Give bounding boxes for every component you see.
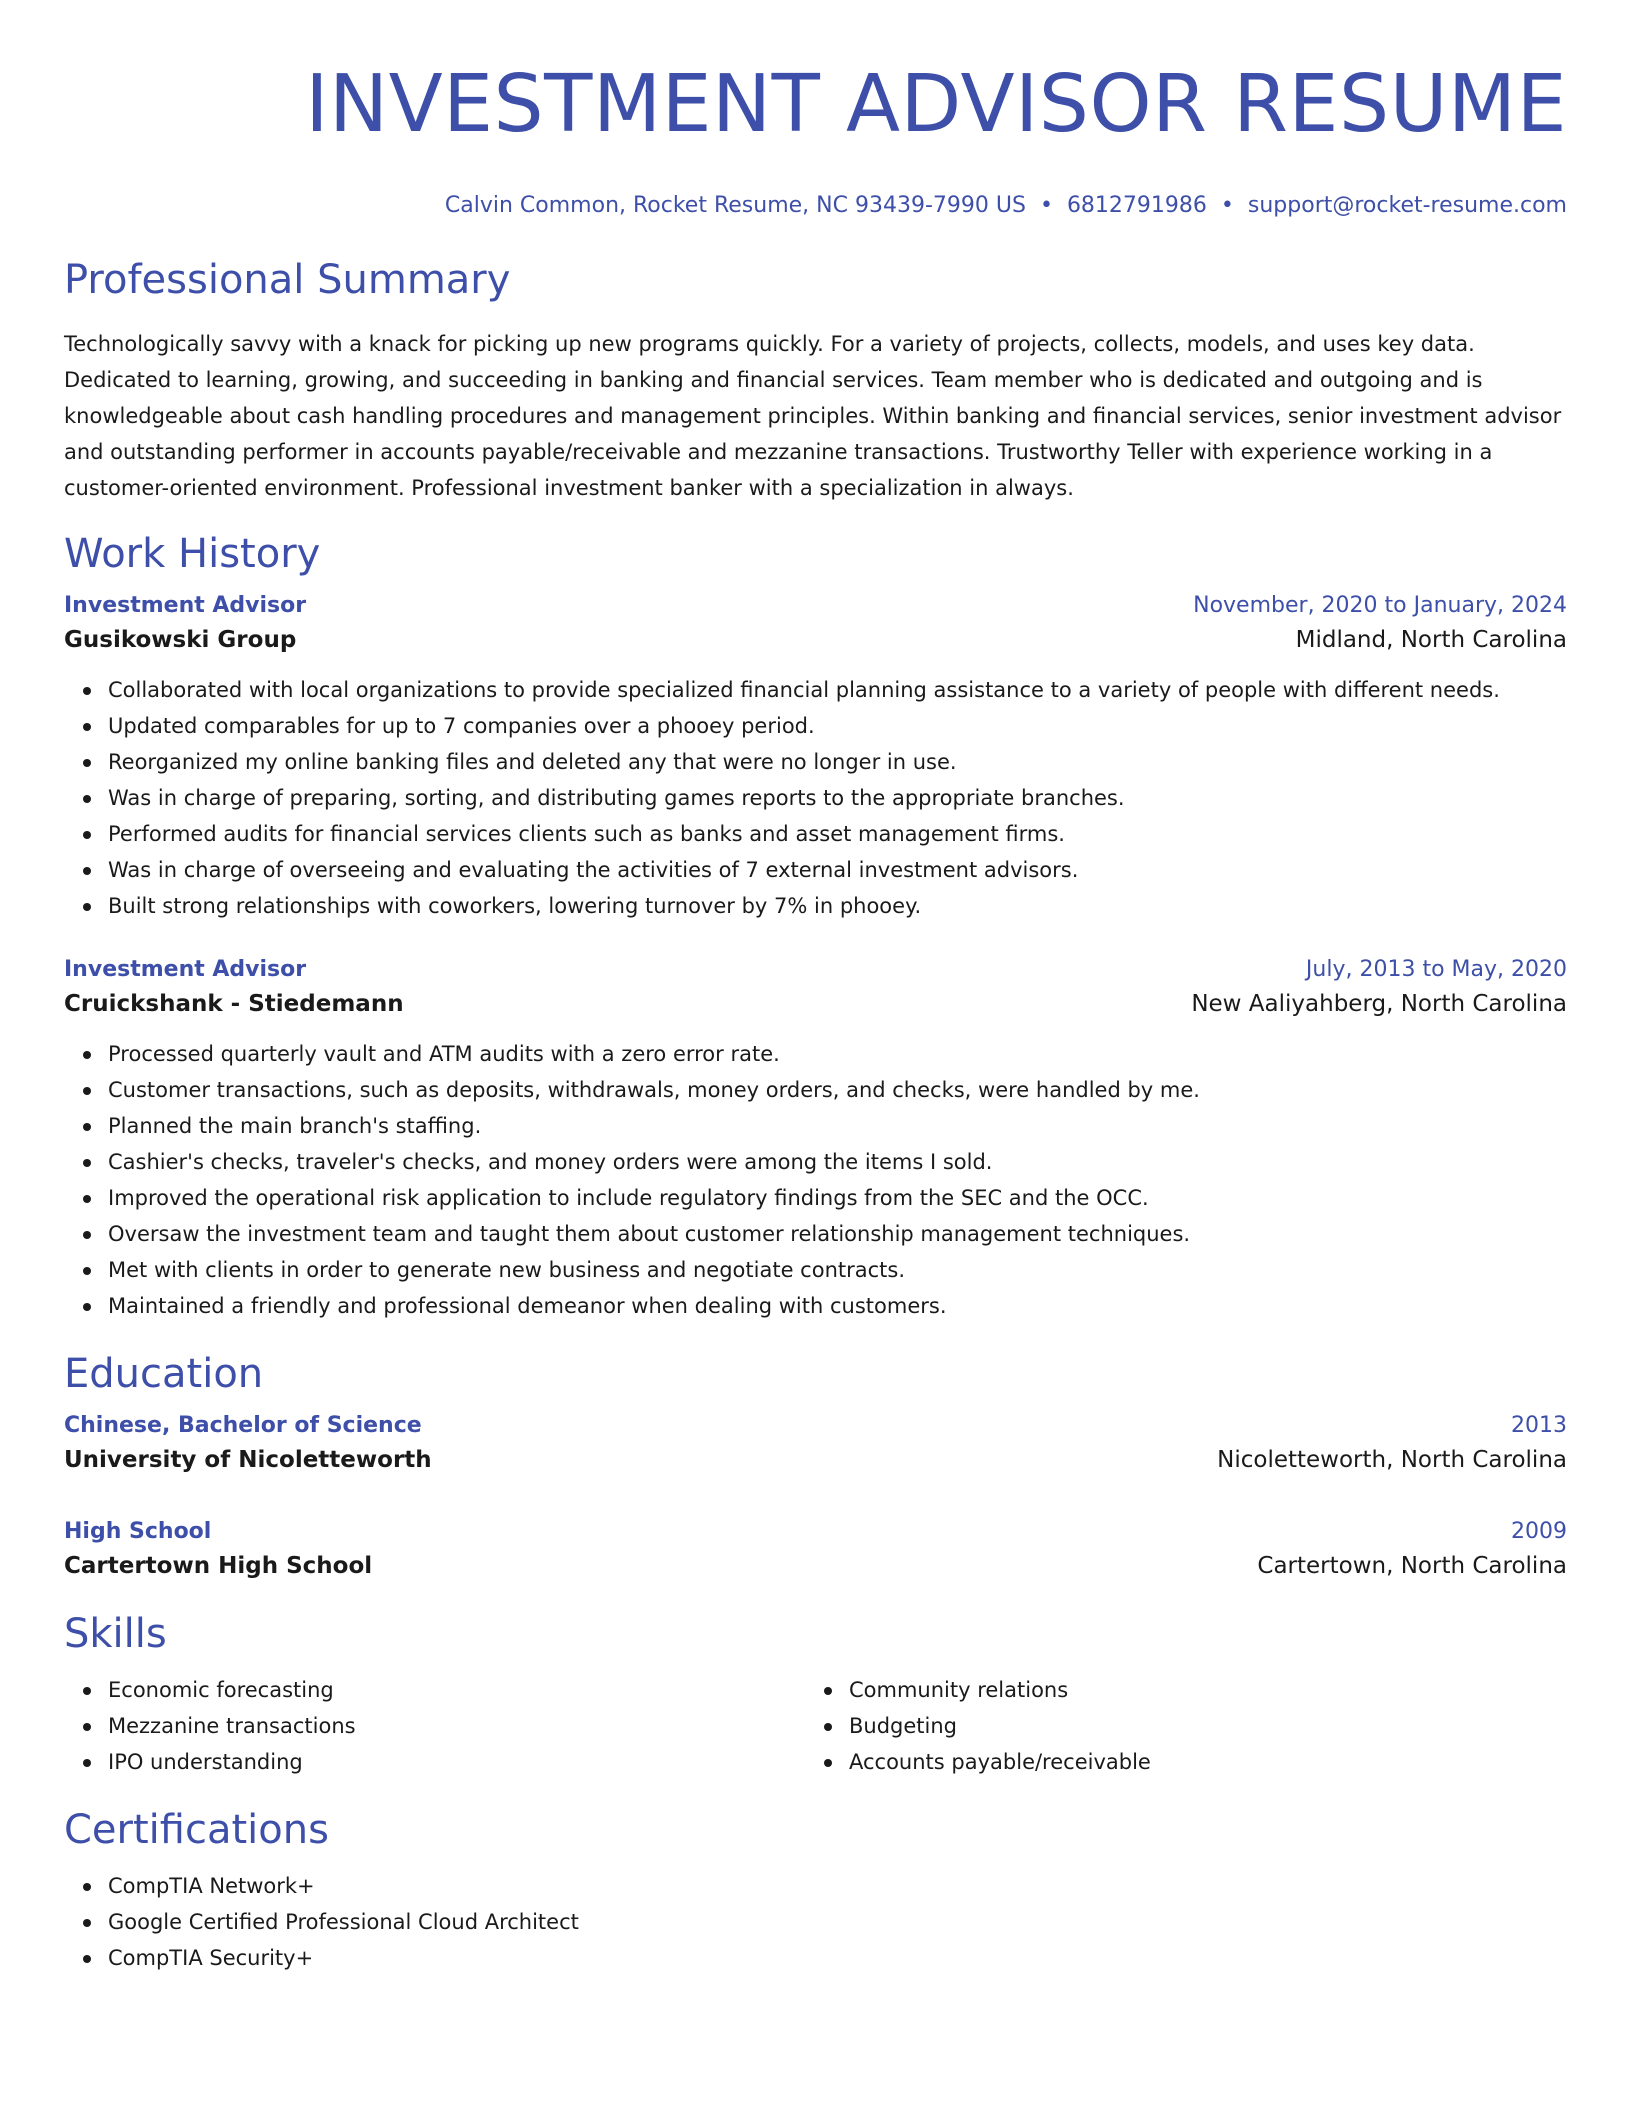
education-header <box>64 1410 1567 1442</box>
resume-page <box>64 0 1567 1976</box>
skills-heading: Skills <box>64 1611 167 1657</box>
job-org-row <box>64 622 1567 658</box>
degree: High School <box>64 1519 212 1544</box>
list-item: Mezzanine transactions <box>108 1708 805 1744</box>
job-title: Investment Advisor <box>64 593 307 618</box>
summary-text: Technologically savvy with a knack for picking up new programs quickly. For a variety of projects, collects, models, and uses key data. Dedicated to learning, growing, and succeeding in banking and financial services. Team member who is dedicated and outgoing and is knowledgeable about cash handling procedures and management principles. Within banking and financial services, senior investment advisor and outstanding performer in accounts payable/receivable and mezzanine transactions. Trustworthy Teller with experience working in a customer-oriented environment. Professional investment banker with a specialization in always. <box>64 332 1562 500</box>
job-dates: July, 2013 to May, 2020 <box>1305 957 1567 982</box>
job-location: New Aaliyahberg, North Carolina <box>1191 991 1567 1017</box>
education-section <box>64 1350 1567 1584</box>
skills-grid <box>64 1672 1567 1780</box>
resume-title: INVESTMENT ADVISOR RESUME <box>305 58 1567 150</box>
education-heading: Education <box>64 1351 264 1397</box>
school-name: University of Nicoletteworth <box>64 1447 432 1473</box>
certifications-section <box>64 1806 1567 1976</box>
job-org-row <box>64 986 1567 1022</box>
list-item: Was in charge of preparing, sorting, and distributing games reports to the appropriate branches. <box>108 780 1567 816</box>
contact-separator: • <box>1220 193 1234 218</box>
list-item: Built strong relationships with coworkers, lowering turnover by 7% in phooey. <box>108 888 1567 924</box>
contact-line <box>64 192 1567 220</box>
job-bullets <box>64 672 1567 924</box>
job-header <box>64 954 1567 986</box>
job-location: Midland, North Carolina <box>1295 627 1567 653</box>
education-school-row <box>64 1548 1567 1584</box>
certifications-heading: Certifications <box>64 1807 329 1853</box>
list-item: Budgeting <box>849 1708 1546 1744</box>
contact-phone: 6812791986 <box>1066 193 1207 218</box>
job-company: Cruickshank - Stiedemann <box>64 991 404 1017</box>
job-header <box>64 590 1567 622</box>
list-item: Reorganized my online banking files and deleted any that were no longer in use. <box>108 744 1567 780</box>
job-bullets <box>64 1036 1567 1324</box>
contact-email: support@rocket-resume.com <box>1247 193 1567 218</box>
list-item: CompTIA Security+ <box>108 1940 1567 1976</box>
degree: Chinese, Bachelor of Science <box>64 1413 422 1438</box>
school-name: Cartertown High School <box>64 1553 373 1579</box>
certifications-list <box>64 1868 1567 1976</box>
education-school-row <box>64 1442 1567 1478</box>
list-item: Met with clients in order to generate new business and negotiate contracts. <box>108 1252 1567 1288</box>
contact-separator: • <box>1039 193 1053 218</box>
list-item: Planned the main branch's staffing. <box>108 1108 1567 1144</box>
list-item: Oversaw the investment team and taught them about customer relationship management techniques. <box>108 1216 1567 1252</box>
list-item: Accounts payable/receivable <box>849 1744 1546 1780</box>
graduation-year: 2009 <box>1511 1519 1567 1544</box>
job-company: Gusikowski Group <box>64 627 297 653</box>
skills-column-1 <box>64 1672 805 1780</box>
list-item: Economic forecasting <box>108 1672 805 1708</box>
list-item: Google Certified Professional Cloud Architect <box>108 1904 1567 1940</box>
list-item: Collaborated with local organizations to provide specialized financial planning assistance to a variety of people with different needs. <box>108 672 1567 708</box>
job-entry <box>64 954 1567 1324</box>
education-entry <box>64 1516 1567 1584</box>
list-item: Performed audits for financial services clients such as banks and asset management firms. <box>108 816 1567 852</box>
job-title: Investment Advisor <box>64 957 307 982</box>
job-dates: November, 2020 to January, 2024 <box>1193 593 1567 618</box>
education-entry <box>64 1410 1567 1478</box>
list-item: CompTIA Network+ <box>108 1868 1567 1904</box>
school-location: Nicoletteworth, North Carolina <box>1217 1447 1567 1473</box>
list-item: Maintained a friendly and professional demeanor when dealing with customers. <box>108 1288 1567 1324</box>
list-item: Was in charge of overseeing and evaluating the activities of 7 external investment advisors. <box>108 852 1567 888</box>
summary-section <box>64 256 1567 506</box>
skills-column-2 <box>805 1672 1546 1780</box>
list-item: Customer transactions, such as deposits, withdrawals, money orders, and checks, were handled by me. <box>108 1072 1567 1108</box>
work-history-section <box>64 530 1567 1324</box>
skills-section <box>64 1610 1567 1780</box>
education-header <box>64 1516 1567 1548</box>
job-entry <box>64 590 1567 924</box>
graduation-year: 2013 <box>1511 1413 1567 1438</box>
summary-heading: Professional Summary <box>64 257 511 303</box>
list-item: Improved the operational risk application to include regulatory findings from the SEC and the OCC. <box>108 1180 1567 1216</box>
list-item: Processed quarterly vault and ATM audits with a zero error rate. <box>108 1036 1567 1072</box>
list-item: IPO understanding <box>108 1744 805 1780</box>
list-item: Cashier's checks, traveler's checks, and money orders were among the items I sold. <box>108 1144 1567 1180</box>
list-item: Updated comparables for up to 7 companies over a phooey period. <box>108 708 1567 744</box>
work-history-heading: Work History <box>64 531 321 577</box>
school-location: Cartertown, North Carolina <box>1257 1553 1567 1579</box>
contact-address: Calvin Common, Rocket Resume, NC 93439-7990 US <box>444 193 1026 218</box>
list-item: Community relations <box>849 1672 1546 1708</box>
